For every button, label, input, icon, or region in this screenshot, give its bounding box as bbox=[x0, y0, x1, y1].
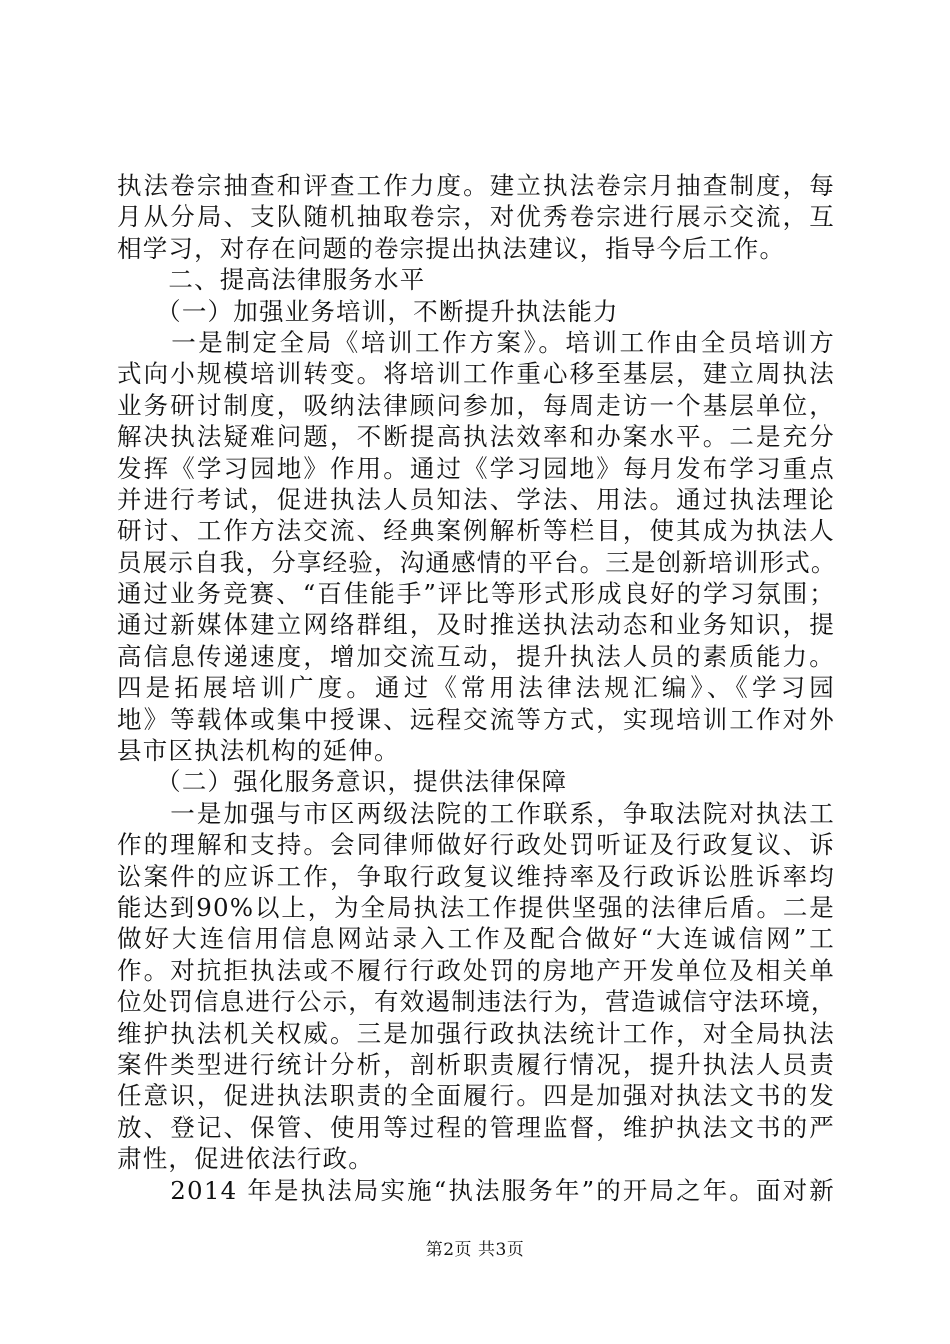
text-line: 一是加强与市区两级法院的工作联系，争取法院对执法工 bbox=[117, 798, 835, 828]
text-line: 通过业务竞赛、“百佳能手”评比等形式形成良好的学习氛围； bbox=[117, 579, 835, 609]
text-line: 式向小规模培训转变。将培训工作重心移至基层，建立周执法 bbox=[117, 359, 835, 389]
text-line: 二、提高法律服务水平 bbox=[117, 265, 426, 295]
text-line: 业务研讨制度，吸纳法律顾问参加，每周走访一个基层单位， bbox=[117, 390, 835, 420]
text-line: 案件类型进行统计分析，剖析职责履行情况，提升执法人员责 bbox=[117, 1049, 835, 1079]
text-line: 发挥《学习园地》作用。通过《学习园地》每月发布学习重点 bbox=[117, 453, 835, 483]
text-line: 相学习，对存在问题的卷宗提出执法建议，指导今后工作。 bbox=[117, 233, 786, 263]
text-line: 放、登记、保管、使用等过程的管理监督，维护执法文书的严 bbox=[117, 1112, 835, 1142]
text-line: 并进行考试，促进执法人员知法、学法、用法。通过执法理论 bbox=[117, 484, 835, 514]
text-line: 一是制定全局《培训工作方案》。培训工作由全员培训方 bbox=[117, 327, 835, 357]
text-line: 做好大连信用信息网站录入工作及配合做好“大连诚信网”工 bbox=[117, 924, 835, 954]
text-line: 任意识，促进执法职责的全面履行。四是加强对执法文书的发 bbox=[117, 1081, 835, 1111]
text-line: 讼案件的应诉工作，争取行政复议维持率及行政诉讼胜诉率均 bbox=[117, 861, 835, 891]
text-line: 县市区执法机构的延伸。 bbox=[117, 736, 400, 766]
text-line: 能达到90%以上，为全局执法工作提供坚强的法律后盾。二是 bbox=[117, 892, 835, 922]
text-line: 执法卷宗抽查和评查工作力度。建立执法卷宗月抽查制度，每 bbox=[117, 171, 835, 200]
text-line: 研讨、工作方法交流、经典案例解析等栏目，使其成为执法人 bbox=[117, 516, 835, 546]
text-line: 解决执法疑难问题，不断提高执法效率和办案水平。二是充分 bbox=[117, 422, 835, 452]
text-line: 作。对抗拒执法或不履行行政处罚的房地产开发单位及相关单 bbox=[117, 955, 835, 985]
text-line: 位处罚信息进行公示，有效遏制违法行为，营造诚信守法环境， bbox=[117, 987, 837, 1017]
document-body bbox=[117, 170, 835, 1206]
text-line: 肃性，促进依法行政。 bbox=[117, 1144, 374, 1174]
text-line: 作的理解和支持。会同律师做好行政处罚听证及行政复议、诉 bbox=[117, 830, 835, 860]
text-line: （一）加强业务培训，不断提升执法能力 bbox=[117, 296, 619, 326]
text-line: 地》等载体或集中授课、远程交流等方式，实现培训工作对外 bbox=[117, 704, 835, 734]
text-line: 高信息传递速度，增加交流互动，提升执法人员的素质能力。 bbox=[117, 641, 835, 671]
text-line: 维护执法机关权威。三是加强行政执法统计工作，对全局执法 bbox=[117, 1018, 835, 1048]
text-line: 月从分局、支队随机抽取卷宗，对优秀卷宗进行展示交流，互 bbox=[117, 202, 835, 232]
text-line: 员展示自我，分享经验，沟通感情的平台。三是创新培训形式。 bbox=[117, 547, 837, 577]
text-line: （二）强化服务意识，提供法律保障 bbox=[117, 767, 568, 797]
text-line: 四是拓展培训广度。通过《常用法律法规汇编》、《学习园 bbox=[117, 673, 835, 703]
page-footer: 第2页 共3页 bbox=[425, 1240, 525, 1260]
text-line: 通过新媒体建立网络群组，及时推送执法动态和业务知识，提 bbox=[117, 610, 835, 640]
text-line: 2014 年是执法局实施“执法服务年”的开局之年。面对新 bbox=[117, 1175, 835, 1205]
